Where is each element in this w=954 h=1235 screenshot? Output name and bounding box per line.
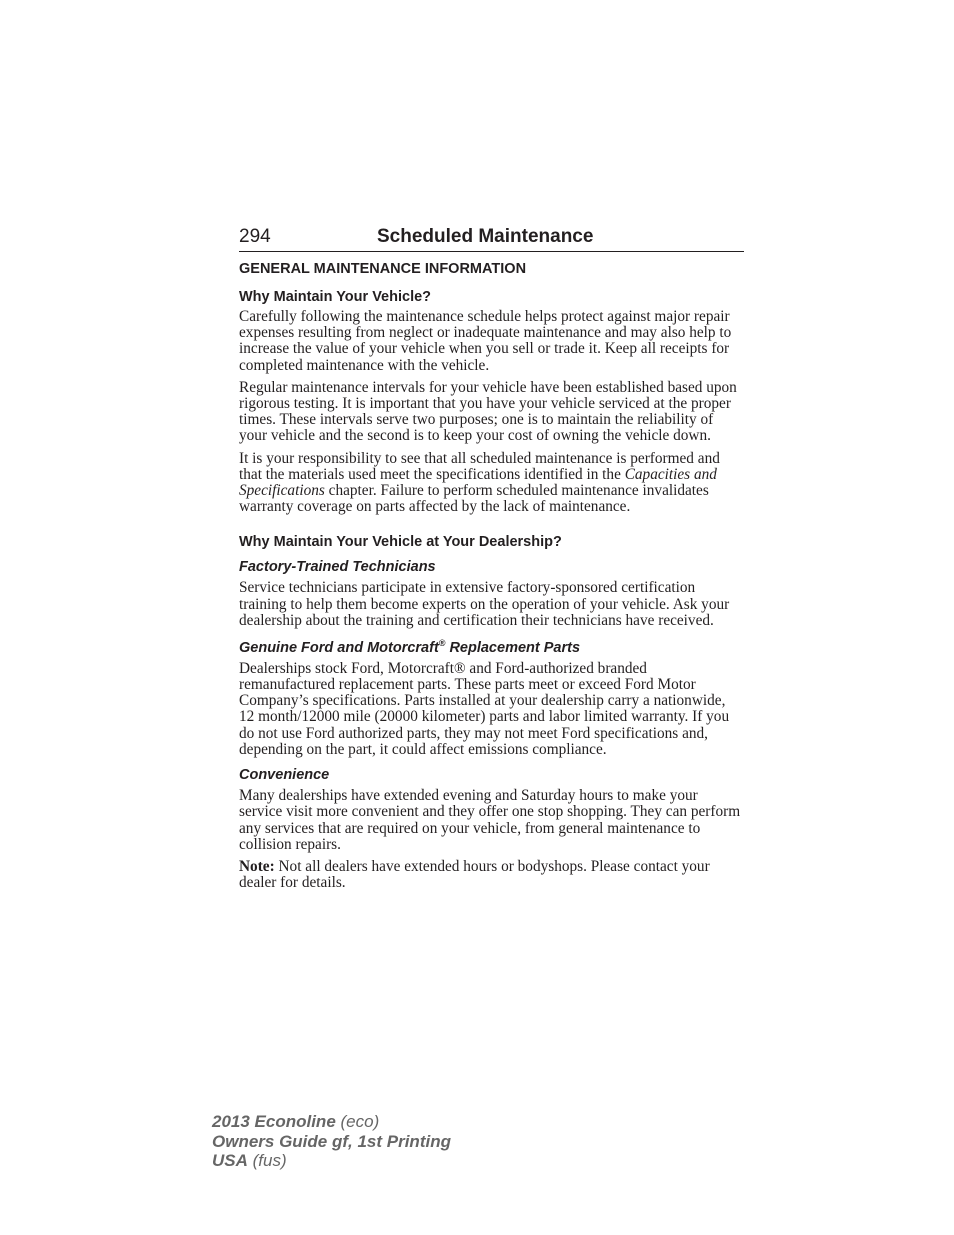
footer-model: 2013 Econoline xyxy=(212,1112,336,1131)
why-maintain-paragraph-2: Regular maintenance intervals for your vehicle have been established based upon rigorous testing. It is important that you have your vehicle serviced at the proper times. These intervals serve two purposes; one is to maintain the reliability of your vehicle and the second is to keep your cost of owning the vehicle down. xyxy=(239,378,737,445)
footer-printing: Owners Guide gf, 1st Printing xyxy=(212,1131,451,1151)
chapter-title: Scheduled Maintenance xyxy=(377,226,594,247)
p3-text-after: chapter. Failure to perform scheduled maintenance invalidates warranty coverage on parts affected by the lack of maintenance. xyxy=(239,482,709,516)
why-maintain-paragraph-1: Carefully following the maintenance schedule helps protect against major repair expenses resulting from neglect or inadequate maintenance and may also help to increase the value of your vehicle when you sell or trade it. Keep all receipts for completed maintenance with the vehicle. xyxy=(239,308,732,374)
footer-line-1 xyxy=(212,1112,451,1132)
parts-paragraph: Dealerships stock Ford, Motorcraft® and Ford-authorized branded remanufactured replacement parts. These parts meet or exceed Ford Motor Company’s specifications. Parts installed at your dealership carry a nationwide, 12 month/12000 mile (20000 kilometer) parts and labor limited warranty. If you do not use Ford authorized parts, they may not meet Ford specifications and, depending on the part, it could affect emissions compliance. xyxy=(239,659,730,758)
why-maintain-paragraph-3 xyxy=(239,451,744,516)
page-footer xyxy=(212,1112,451,1171)
footer-line-2 xyxy=(212,1132,451,1152)
footer-line-3 xyxy=(212,1151,451,1171)
why-maintain-heading: Why Maintain Your Vehicle? xyxy=(239,289,432,305)
note-label: Note: xyxy=(239,857,275,875)
parts-heading-after: Replacement Parts xyxy=(445,639,581,656)
capacities-specifications-reference: Capacities and Specifications xyxy=(239,465,717,500)
footer-market: USA xyxy=(212,1151,248,1170)
note-paragraph xyxy=(239,859,744,891)
dealership-heading: Why Maintain Your Vehicle at Your Dealership? xyxy=(239,534,562,551)
parts-heading xyxy=(239,638,744,656)
p3-text-before: It is your responsibility to see that all scheduled maintenance is performed and that the materials used meet the specifications identified in the xyxy=(239,449,720,483)
page-header xyxy=(239,226,744,252)
technicians-heading: Factory-Trained Technicians xyxy=(239,559,436,576)
manual-page xyxy=(239,226,744,897)
convenience-paragraph: Many dealerships have extended evening and Saturday hours to make your service visit more convenient and they offer one stop shopping. They can perform any services that are required on your vehicle, from general maintenance to collision repairs. xyxy=(239,787,741,853)
convenience-heading: Convenience xyxy=(239,767,330,784)
footer-market-code: (fus) xyxy=(247,1151,287,1170)
parts-heading-before: Genuine Ford and Motorcraft xyxy=(239,639,439,656)
note-text: Not all dealers have extended hours or bodyshops. Please contact your dealer for details. xyxy=(239,857,710,892)
section-title: GENERAL MAINTENANCE INFORMATION xyxy=(239,261,527,277)
technicians-paragraph: Service technicians participate in extensive factory-sponsored certification training to help them become experts on the operation of your vehicle. Ask your dealership about the training and certification their technicians have received. xyxy=(239,579,730,629)
registered-mark: ® xyxy=(438,638,446,649)
page-number: 294 xyxy=(239,226,271,247)
footer-model-code: (eco) xyxy=(335,1112,380,1131)
